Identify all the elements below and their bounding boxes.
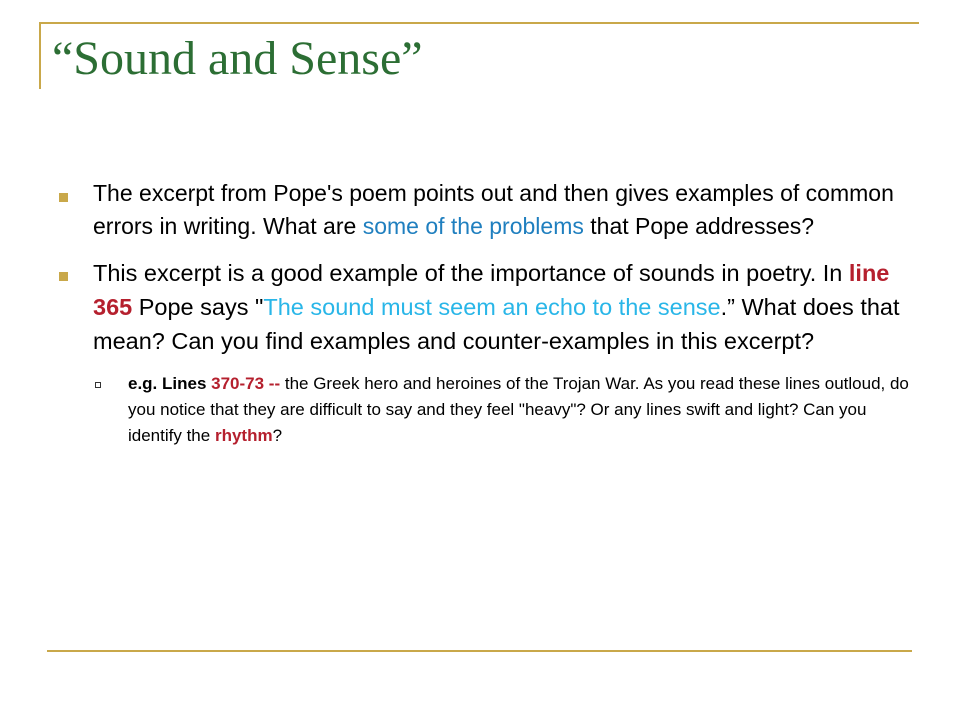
slide-title: “Sound and Sense” (52, 32, 423, 85)
sub-bullet-text-end: ? (272, 426, 283, 445)
bullet-2-quote: The sound must seem an echo to the sense (263, 294, 721, 320)
sub-bullet-line-ref: 370-73 -- (211, 374, 281, 393)
frame-top-rule (39, 22, 919, 24)
bullet-1-text-end: that Pope addresses? (583, 213, 815, 239)
bullet-2-text-end: .” What does that mean? Can you find examples and counter-examples in this excerpt? (93, 294, 900, 354)
frame-bottom-rule (47, 650, 912, 652)
sub-bullet-1 (93, 371, 916, 449)
sub-bullet-text: the Greek hero and heroines of the Trojan War. As you read these lines outloud, do you notice that they are difficult to say and they feel "heavy"? Or any lines swift and light? Can you identify the (128, 374, 909, 445)
bullet-2-line-ref: line 365 (93, 260, 890, 320)
bullet-2-text-mid: Pope says " (132, 294, 264, 320)
bullet-1-highlight: some of the problems (362, 213, 584, 239)
bullet-1-text: The excerpt from Pope's poem points out and then gives examples of common errors in writing. What are (93, 180, 894, 239)
square-bullet-icon (59, 272, 68, 281)
square-bullet-icon (59, 193, 68, 202)
bullet-1 (56, 177, 916, 243)
frame-left-rule (39, 22, 41, 89)
sub-bullet-lead: e.g. Lines (128, 374, 212, 393)
hollow-square-bullet-icon (95, 382, 101, 388)
sub-bullet-rhythm: rhythm (214, 426, 273, 445)
slide-body (56, 177, 916, 449)
bullet-2-text: This excerpt is a good example of the importance of sounds in poetry. In (93, 260, 849, 286)
bullet-2 (56, 256, 916, 358)
